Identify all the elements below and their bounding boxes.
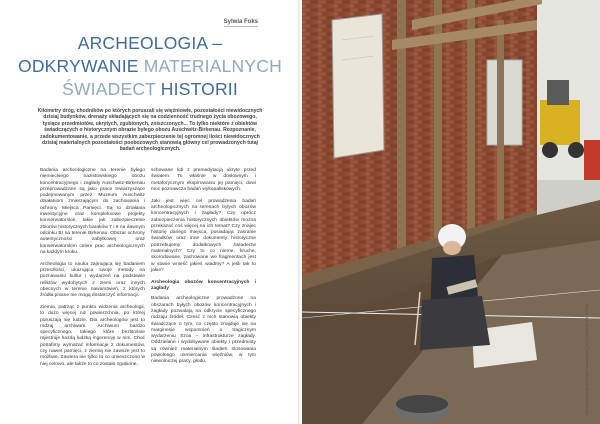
col2-paragraph-2: Jaki jest więc cel prowadzenia badań archeologicznych na terenach byłych obozów koncentracyjnych i zagłady? Czy oprócz zabezpieczenia historycznych obiektów można przekazać coś więcej na ich temat? Czy znajec historię danego miejsca, posiadając zasranie świadków oraz inne dokumenty historyczne potrzebujemy dodatkowych świadectw materialnych? Czy to co nieme, kruche, skorodowane, zachowane we fragmentach jest w stanie wnieść jakieś wiadmy? A jeśli tak to jakie? <box>151 198 256 273</box>
article-title <box>0 32 300 101</box>
text-column-2 <box>151 168 256 371</box>
lead-paragraph: Kilometry dróg, chodników po których poruszali się więźniowie, pozostałości niewidocznych dzisiaj budynków, drenaży składających się na codzienność trudnego życia obozowego, tysiące przedmiotów, ukrytych, zgubionych, zniszczonych... To tylko niektóre z obiektów świadczących o historycznym obrazie byłego obozu Auschwitz-Birkenau. Rozpoznanie, zadokumentowanie, a przede wszystkim zabezpieczenie tej ogromnej ilości niewidocznych dzisiaj materialnych pozostałości poobozowych stanowią główny cel prowadzonych tutaj badań archeologicznych. <box>37 108 263 153</box>
title-line-1: ARCHEOLOGIA – <box>77 33 223 53</box>
title-line-2 <box>0 55 300 78</box>
title-word-historii: HISTORII <box>155 79 238 99</box>
col2-paragraph-1: schowane lub z premedytacją ukryte przed światem. To właśnie w dosłownym i metaforycznym ekspirowaniu jej pamięci, dowi moc poznawcza badań wykopaliskowych. <box>151 168 256 192</box>
title-word-odkrywanie: ODKRYWANIE <box>18 56 139 76</box>
col1-paragraph-1: Badania archeologiczne na terenie byłego niemieckiego nazistowskiego obozu koncentracyjnego i zagłady Auschwitz-Birkenau przeprowadzane są jako prace towarzyszące podejmowanym przez Muzeum Auschwitz działaniom zmierzającym do zachowania i ochrony Miejsca Pamięci. Są to działania inwestycyjne oraz kompleksowe projekty konserwatorskie, takie jak zabezpieczenie zbiorów historycznych baraków 7 i 8 na dawnym odcinku BI na terenie Birkenau. Obszar ochrony autentyczności zabytkowej oraz konserwatorskim celem prac archeologicznych na każdym kroku. <box>40 168 145 255</box>
section-heading: Archeologia obozów koncentracyjnych i zagłady <box>151 279 256 292</box>
text-column-1 <box>40 168 145 373</box>
title-word-swiadect: ŚWIADECT <box>62 79 156 99</box>
title-line-3 <box>0 78 300 101</box>
col1-paragraph-3: Ziemia, patrząc z punktu widzenia archeologii, to dużo więcej niż powierzchnia, po której poruszają się ludzie. Dla archeologów jest to rodzaj archiwum. Archiwum bardzo specyficznego, takiego które bezlitośnie rejestruje każdą ludzką ingerencję w nim. Choć potrafimy wymazać informacje z dokumentów, czy nawet pamięci, z ziemią nie zawsze jest to możliwe. Zawiera nie tylko to co umieszczono w niej celowo, ale także to co zostało zgubione, <box>40 304 145 367</box>
author-byline <box>0 10 300 28</box>
photo-credit: Wykopaliska w dawnej budce wartowniczej, zbiory Muzeum, fot. P. Foks <box>585 303 589 415</box>
title-word-materialnych: MATERIALNYCH <box>138 56 282 76</box>
excavation-photo <box>302 0 600 424</box>
col1-paragraph-2: Archeologia to nauka zajmująca się badaniem przeszłości, ukazująca swoje metody na poznawaniu kultur i wydarzeń na podstawie reliktów wydobytych z ziemi oraz innych obecnych w terenie nawarstwień, z których źródła pisane nie mogą dostarczyć informacji. <box>40 261 145 299</box>
author-name: Sylwia Foks <box>223 19 258 25</box>
col2-paragraph-3: Badania archeologiczne prowadzone na obszarach byłych obozów koncentracyjnych i zagłady pozwalają na odkrycie specyficznego rodzaju źródeł. Cześć z nich stanowią obiekty świadczące o tym, co często znajduje się na marginesie wspomnień o tragicznym wydarzeniu Szoa – infrastrukturze zagłady. Oddzielane i wydobywane obiekty i przedmioty są również materialnym śladem stosowania powolnego usmiercania więźniów, w tym niewolniczej pracy, głodu, <box>151 296 256 365</box>
